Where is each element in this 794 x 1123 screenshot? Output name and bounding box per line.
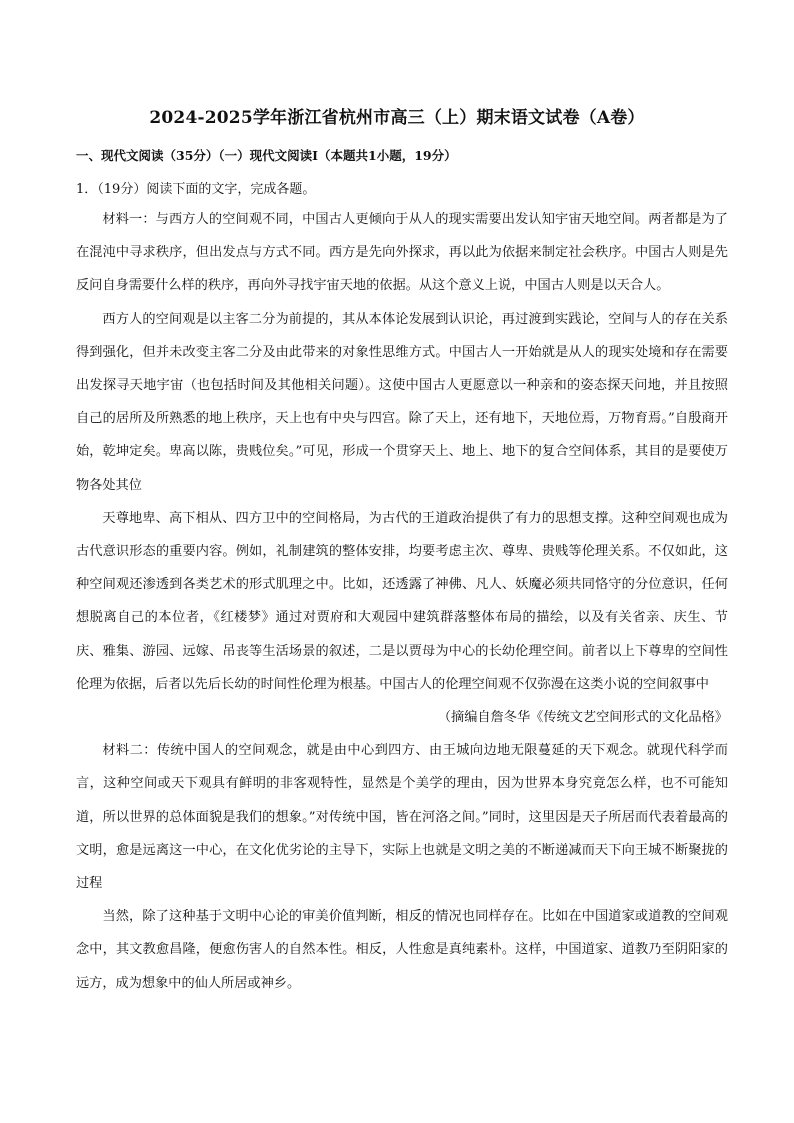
paragraph-material-two: 材料二：传统中国人的空间观念，就是由中心到四方、由王城向边地无限蔓延的天下观念。就现代科学而言，这种空间或天下观具有鲜明的非客观特性，显然是个美学的理由，因为世界本身究竟怎么样，也不可能知道，所以世界的总体面貌是我们的想象。”对传统中国，皆在河洛之间。”同时，这里因是天子所居而代表着最高的文明，愈是远离这一中心，在文化优劣论的主导下，实际上也就是文明之美的不断递减而天下向王城不断聚拢的过程 [76, 743, 728, 892]
paragraph-spatial-pattern: 天尊地卑、高下相从、四方卫中的空间格局，为古代的王道政治提供了有力的思想支撑。这种空间观也成为古代意识形态的重要内容。例如，礼制建筑的整体安排，均要考虑主次、尊卑、贵贱等伦理关系。不仅如此，这种空间观还渗透到各类艺术的形式肌理之中。比如，还透露了神佛、凡人、妖魔必须共同恪守的分位意识，任何想脱离自己的本位者，《红楼梦》通过对贾府和大观园中建筑群落整体布局的描绘，以及有关省亲、庆生、节庆、雅集、游园、远嫁、吊丧等生活场景的叙述，二是以贾母为中心的长幼伦理空间。前者以上下尊卑的空间性伦理为依据，后者以先后长幼的时间性伦理为根基。中国古人的伦理空间观不仅弥漫在这类小说的空间叙事中 [76, 510, 728, 692]
source-note: （摘编自詹冬华《传统文艺空间形式的文化品格》 [437, 710, 728, 726]
paragraph-western-space: 西方人的空间观是以主客二分为前提的，其从本体论发展到认识论，再过渡到实践论，空间与人的存在关系得到强化，但并未改变主客二分及由此带来的对象性思维方式。中国古人一开始就是从人的现实处境和存在需要出发探寻天地宇宙（也包括时间及其他相关问题）。这使中国古人更愿意以一种亲和的姿态探天问地，并且按照自己的居所及所熟悉的地上秩序，天上也有中央与四宫。除了天上，还有地下，天地位焉，万物育焉。”自殷商开始，乾坤定矣。卑高以陈，贵贱位矣。”可见，形成一个贯穿天上、地上、地下的复合空间体系，其目的是要使万物各处其位 [76, 311, 728, 493]
paragraph-material-one: 材料一：与西方人的空间观不同，中国古人更倾向于从人的现实需要出发认知宇宙天地空间。两者都是为了在混沌中寻求秩序，但出发点与方式不同。西方是先向外探求，再以此为依据来制定社会秩序。中国古人则是先反问自身需要什么样的秩序，再向外寻找宇宙天地的依据。从这个意义上说，中国古人则是以天合人。 [76, 212, 728, 294]
paragraph-taoist-view: 当然，除了这种基于文明中心论的审美价值判断，相反的情况也同样存在。比如在中国道家或道教的空间观念中，其文教愈昌隆，便愈伤害人的自然本性。相反，人性愈是真纯素朴。这样，中国道家、道教乃至阴阳家的远方，成为想象中的仙人所居或神乡。 [76, 909, 728, 991]
section-heading: 一、现代文阅读（35分）（一）现代文阅读Ⅰ（本题共1小题，19分） [76, 148, 457, 163]
question-intro: 1．（19分）阅读下面的文字，完成各题。 [76, 182, 316, 197]
reading-passage [76, 203, 728, 1000]
exam-title: 2024-2025学年浙江省杭州市高三（上）期末语文试卷（A卷） [149, 108, 645, 128]
